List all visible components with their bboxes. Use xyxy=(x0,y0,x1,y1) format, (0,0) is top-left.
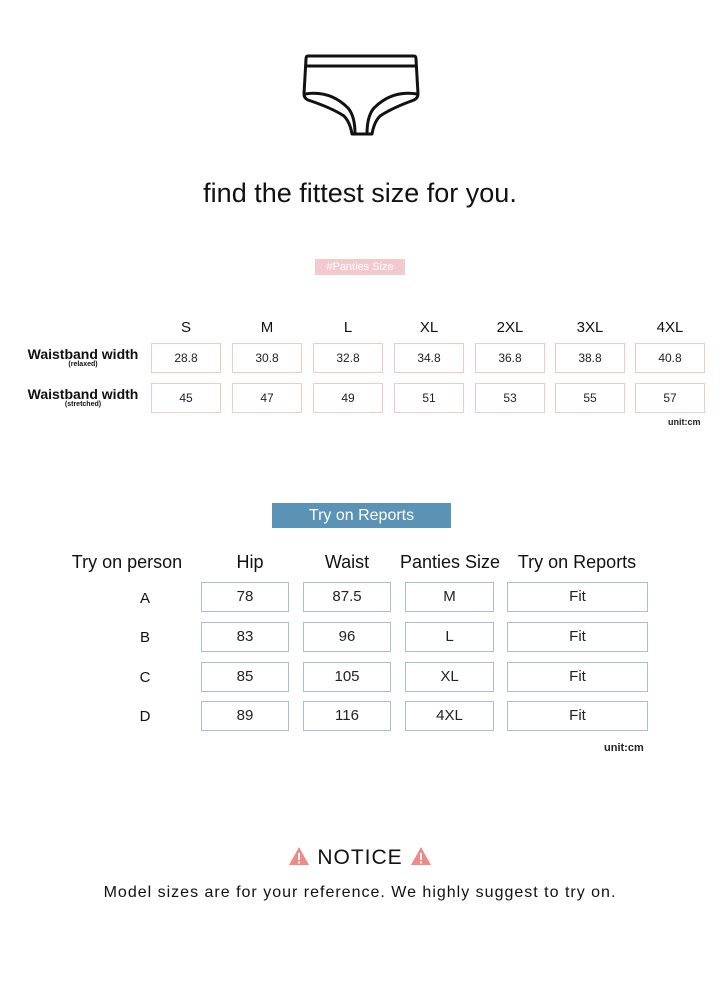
size-header: 2XL xyxy=(496,319,524,336)
person-label: A xyxy=(139,590,150,607)
headline: find the fittest size for you. xyxy=(203,178,517,208)
waist-cell: 96 xyxy=(303,622,391,652)
row-label-text: Waistband width xyxy=(27,346,139,362)
notice-heading xyxy=(0,846,720,870)
person-label: B xyxy=(139,629,150,646)
size-header: 3XL xyxy=(576,319,604,336)
row-sublabel: (stretched) xyxy=(64,401,102,408)
size-cell: 40.8 xyxy=(635,343,705,373)
size-result-cell: L xyxy=(405,622,494,652)
size-result-cell: XL xyxy=(405,662,494,692)
row-label-text: Waistband width xyxy=(27,386,139,402)
hip-cell: 83 xyxy=(201,622,289,652)
report-cell: Fit xyxy=(507,622,648,652)
row-label-relaxed xyxy=(16,347,150,369)
notice-title: NOTICE xyxy=(317,846,403,869)
size-cell: 28.8 xyxy=(151,343,221,373)
waist-cell: 105 xyxy=(303,662,391,692)
size-header: M xyxy=(260,319,274,336)
size-header: L xyxy=(343,319,353,336)
row-label-stretched xyxy=(16,387,150,409)
size-cell: 38.8 xyxy=(555,343,625,373)
warning-triangle-icon xyxy=(288,846,310,866)
report-header: Hip xyxy=(236,552,264,572)
try-on-reports-tag: Try on Reports xyxy=(272,503,451,528)
size-header: 4XL xyxy=(656,319,684,336)
person-label: D xyxy=(139,708,151,725)
report-cell: Fit xyxy=(507,662,648,692)
size-result-cell: M xyxy=(405,582,494,612)
size-cell: 45 xyxy=(151,383,221,413)
size-cell: 36.8 xyxy=(475,343,545,373)
waist-cell: 87.5 xyxy=(303,582,391,612)
panties-size-tag: #Panties Size xyxy=(315,259,405,275)
hip-cell: 89 xyxy=(201,701,289,731)
row-sublabel: (relaxed) xyxy=(68,361,98,368)
warning-triangle-icon xyxy=(410,846,432,866)
size-header: XL xyxy=(419,319,439,336)
report-cell: Fit xyxy=(507,701,648,731)
size-cell: 55 xyxy=(555,383,625,413)
size-result-cell: 4XL xyxy=(405,701,494,731)
report-header: Try on Reports xyxy=(517,552,637,572)
report-header: Waist xyxy=(324,552,370,572)
hip-cell: 78 xyxy=(201,582,289,612)
report-header: Panties Size xyxy=(399,552,501,572)
size-cell: 47 xyxy=(232,383,302,413)
report-cell: Fit xyxy=(507,582,648,612)
person-label: C xyxy=(139,669,151,686)
size-cell: 32.8 xyxy=(313,343,383,373)
size-header: S xyxy=(180,319,191,336)
notice-text: Model sizes are for your reference. We highly suggest to try on. xyxy=(103,884,617,901)
hip-cell: 85 xyxy=(201,662,289,692)
size-cell: 57 xyxy=(635,383,705,413)
size-cell: 53 xyxy=(475,383,545,413)
size-cell: 51 xyxy=(394,383,464,413)
waist-cell: 116 xyxy=(303,701,391,731)
size-cell: 49 xyxy=(313,383,383,413)
size-cell: 30.8 xyxy=(232,343,302,373)
report-unit-label: unit:cm xyxy=(604,742,644,754)
size-cell: 34.8 xyxy=(394,343,464,373)
report-header: Try on person xyxy=(71,552,183,572)
size-unit-label: unit:cm xyxy=(668,417,701,427)
panties-icon xyxy=(300,50,422,140)
